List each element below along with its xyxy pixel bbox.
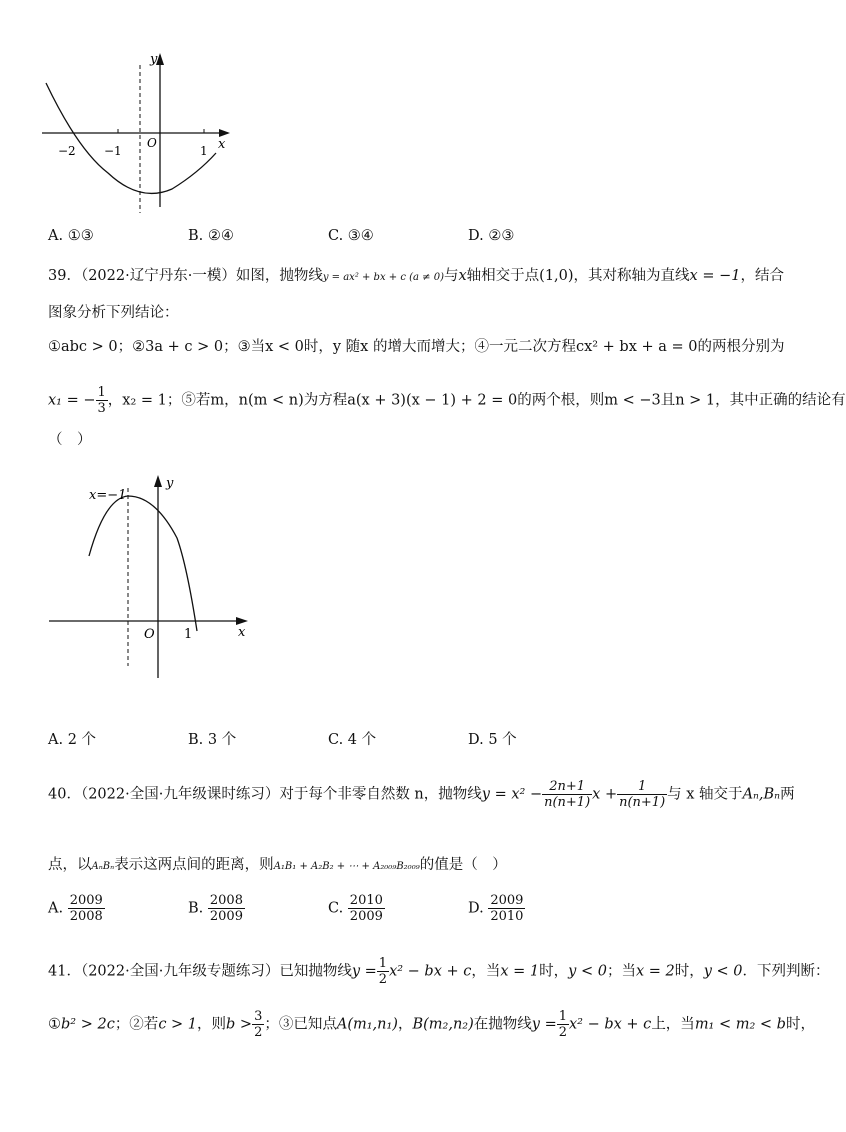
q39-option-d[interactable]: D. 5 个	[468, 732, 517, 748]
q39-option-b[interactable]: B. 3 个	[188, 732, 237, 748]
tick-label: −2	[58, 144, 76, 158]
q41-line-1: 41．（2022·全国·九年级专题练习）已知抛物线y = $\frac{1}{2}$ x² − bx + c，当x = 1时，y < 0；当x = 2时，y < 0．下列判断：	[48, 956, 830, 987]
graph-1	[38, 45, 248, 215]
q39-option-c[interactable]: C. 4 个	[328, 732, 377, 748]
q39-bracket: （ ）	[48, 432, 92, 448]
q40-line-1: 40．（2022·全国·九年级课时练习）对于每个非零自然数 n，抛物线y = x² − $\frac{2n+1}{n(n+1)}$ x + $\frac{1}{n(n+1)}$ 与 x 轴交于Aₙ,Bₙ两	[48, 779, 795, 810]
q38-option-b[interactable]: B. ②④	[188, 228, 234, 244]
origin-label: O	[144, 627, 155, 642]
q38-option-d[interactable]: D. ②③	[468, 228, 515, 244]
x-axis-arrow-icon	[236, 617, 248, 625]
q38-option-a[interactable]: A. ①③	[48, 228, 94, 244]
q40-option-c[interactable]: C. $\frac{2010}{2009}$	[328, 893, 383, 924]
q40-option-b[interactable]: B. $\frac{2008}{2009}$	[188, 893, 243, 924]
tick-label: −1	[104, 144, 122, 158]
x-axis-arrow-icon	[219, 129, 230, 137]
y-label: y	[166, 476, 174, 491]
parabola-curve	[46, 83, 216, 193]
q39-line-3: ①abc > 0；②3a + c > 0；③当x < 0时，y 随x 的增大而增大；④一元二次方程cx² + bx + a = 0的两根分别为	[48, 339, 785, 355]
x-label: x	[218, 137, 226, 152]
q39-line-2: 图象分析下列结论：	[48, 305, 179, 321]
x-label: x	[238, 625, 246, 640]
q40-option-a[interactable]: A. $\frac{2009}{2008}$	[48, 893, 103, 924]
symmetry-axis-label: x=−1	[89, 488, 127, 503]
q40-option-d[interactable]: D. $\frac{2009}{2010}$	[468, 893, 524, 924]
y-label: y	[150, 52, 158, 67]
q39-line-1: 39．（2022·辽宁丹东·一模）如图，抛物线y = ax² + bx + c (a ≠ 0)与x轴相交于点(1,0)，其对称轴为直线x = −1，结合	[48, 268, 784, 284]
parabola-curve	[89, 496, 197, 631]
graph-2	[45, 466, 260, 686]
tick-label: 1	[200, 144, 208, 158]
y-axis-arrow-icon	[154, 475, 162, 487]
origin-label: O	[147, 136, 157, 150]
tick-label: 1	[184, 627, 193, 642]
q41-line-2: ①b² > 2c；②若c > 1，则b > $\frac{3}{2}$ ；③已知点A(m₁,n₁)，B(m₂,n₂)在抛物线y = $\frac{1}{2}$ x² − bx + c上，当m₁ < m₂ < b时，	[48, 1009, 815, 1040]
q39-option-a[interactable]: A. 2 个	[48, 732, 97, 748]
q40-line-2: 点，以AₙBₙ表示这两点间的距离，则A₁B₁ + A₂B₂ + ⋯ + A₂₀₀₉B₂₀₀₉的值是（ ）	[48, 857, 507, 873]
q38-option-c[interactable]: C. ③④	[328, 228, 374, 244]
q39-line-4: x₁ = − $\frac{1}{3}$ ，x₂ = 1；⑤若m，n(m < n)为方程a(x + 3)(x − 1) + 2 = 0的两个根，则m < −3且n > 1，其中正确的结论有	[48, 385, 846, 416]
